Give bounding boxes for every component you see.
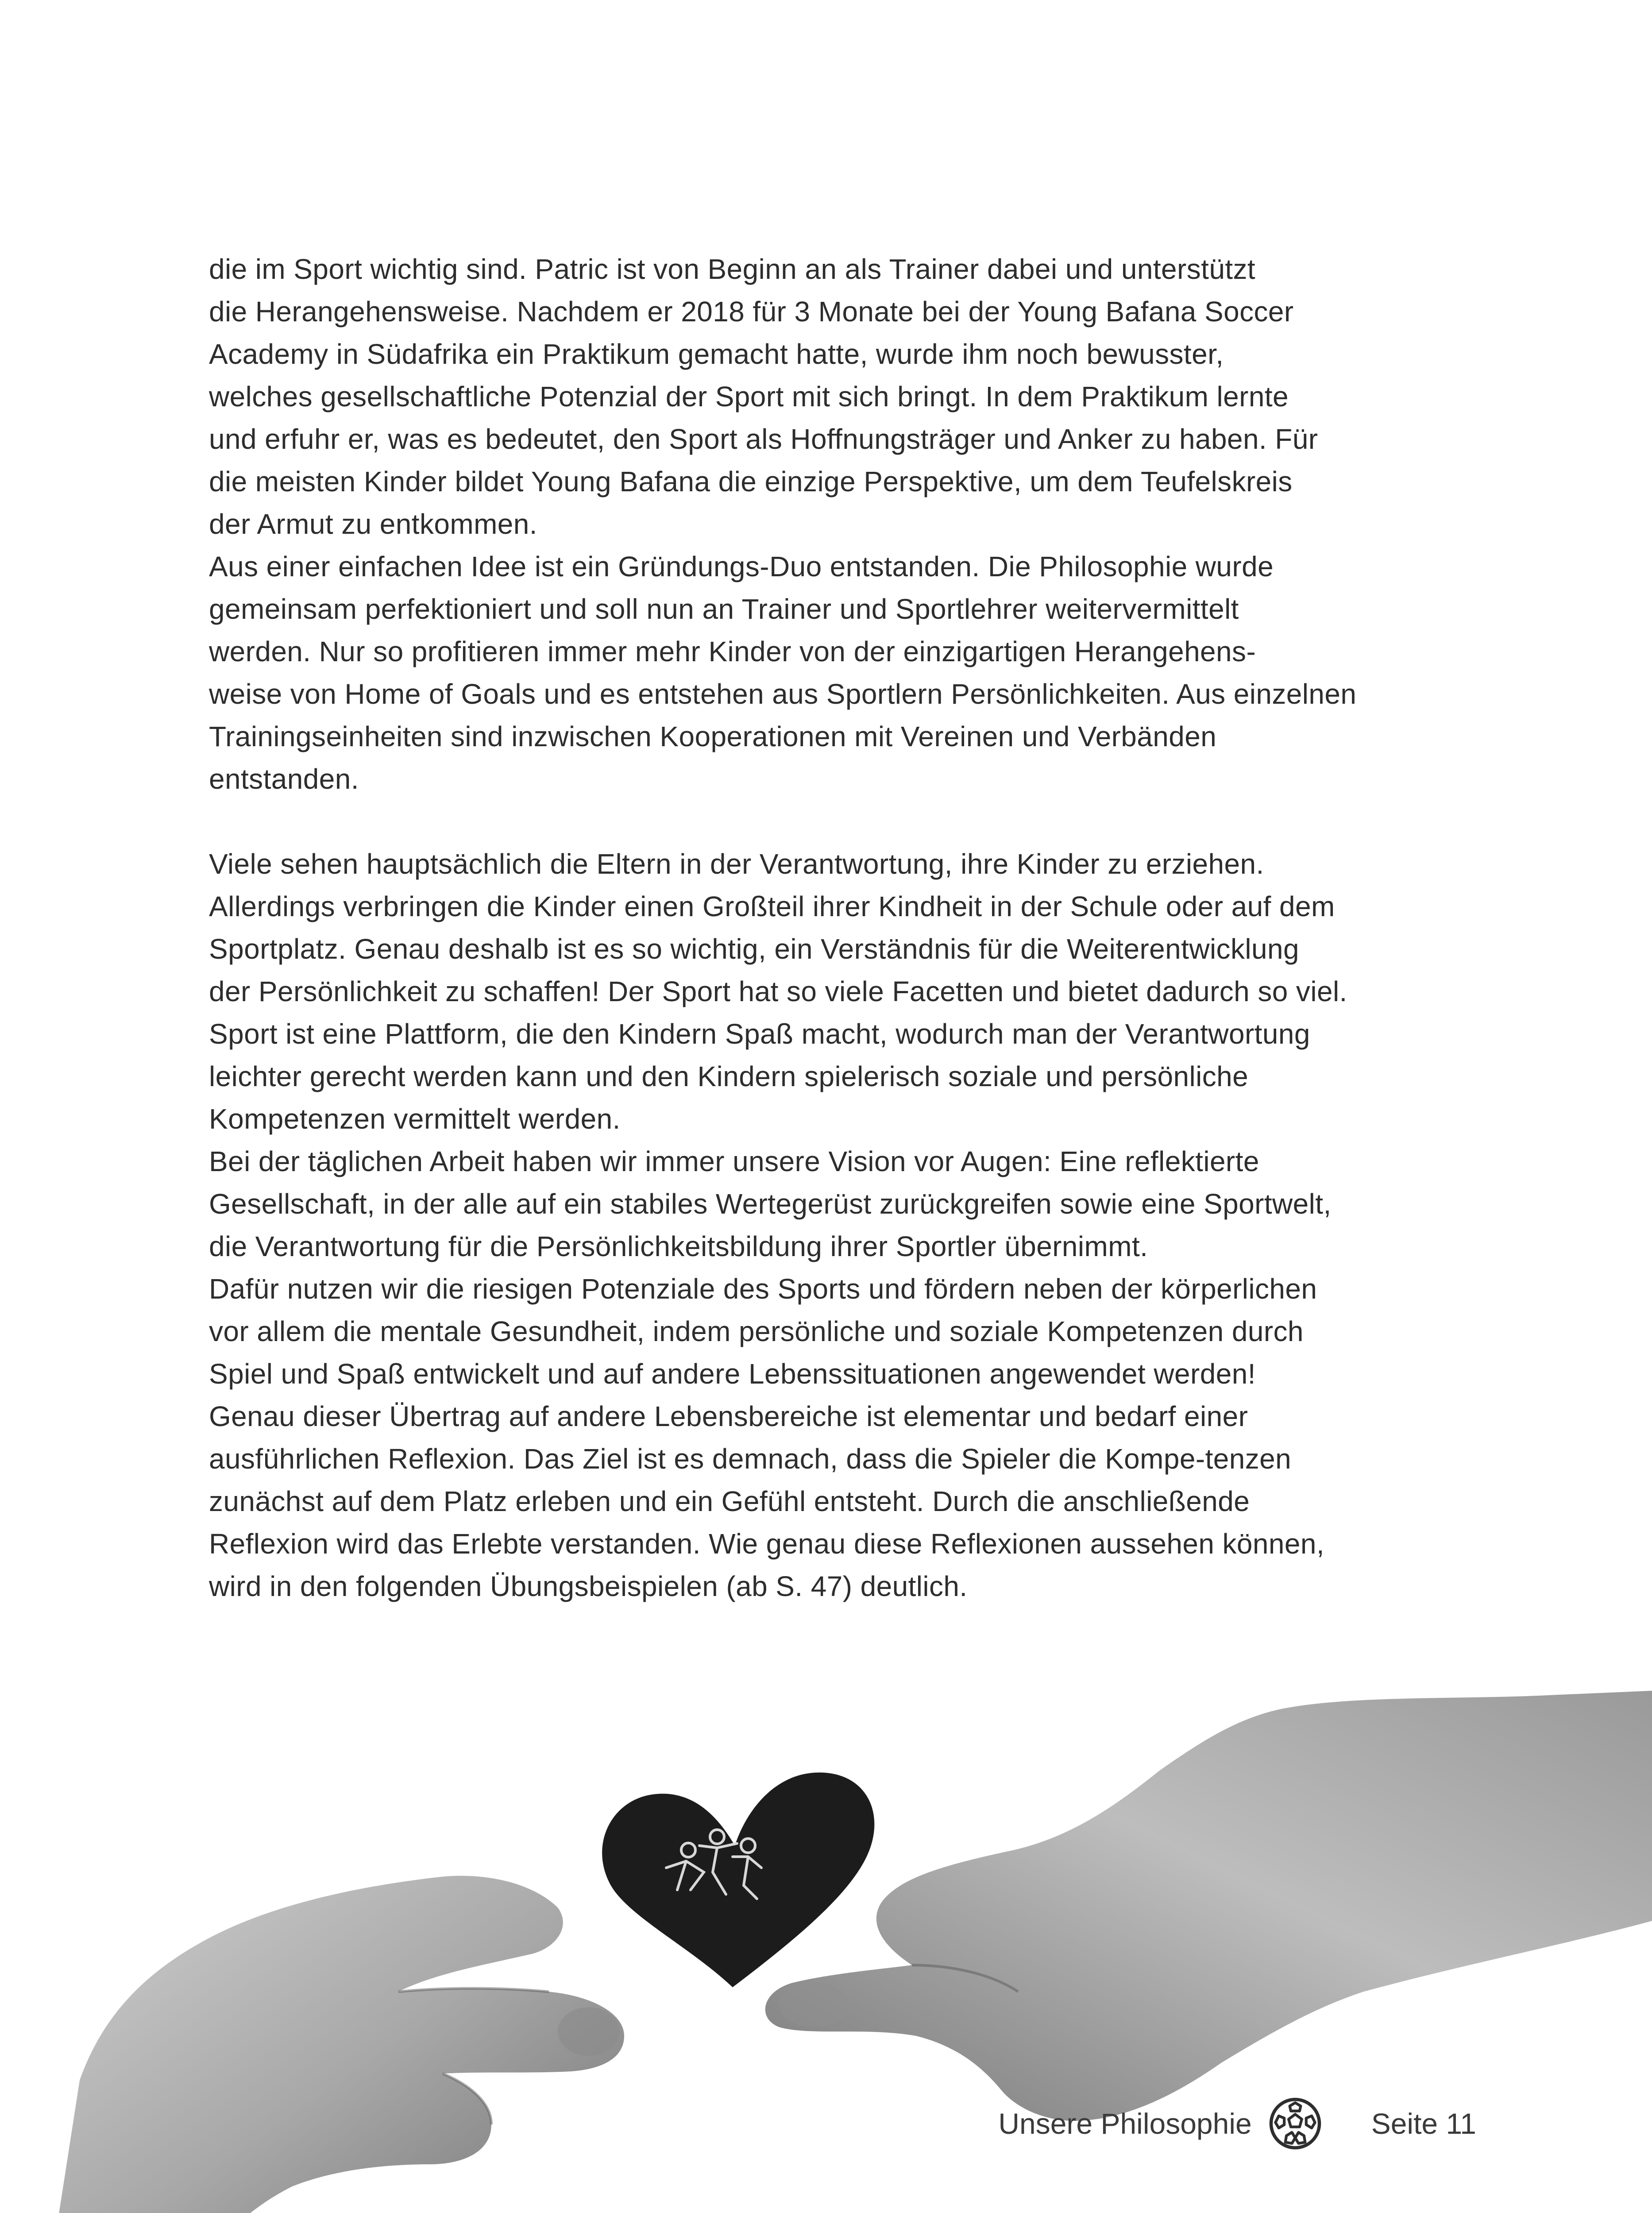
text-line: Spiel und Spaß entwickelt und auf andere Lebenssituationen angewendet werden! xyxy=(209,1358,1256,1390)
text-line: Genau dieser Übertrag auf andere Lebensbereiche ist elementar und bedarf einer xyxy=(209,1400,1248,1432)
body-text xyxy=(209,248,1493,1608)
text-line: weise von Home of Goals und es entstehen aus Sportlern Persönlichkeiten. Aus einzelnen xyxy=(209,678,1357,710)
text-line: die im Sport wichtig sind. Patric ist von Beginn an als Trainer dabei und unterstützt xyxy=(209,253,1256,285)
text-line: werden. Nur so profitieren immer mehr Kinder von der einzigartigen Herangehens- xyxy=(209,636,1256,667)
text-line: zunächst auf dem Platz erleben und ein Gefühl entsteht. Durch die anschließende xyxy=(209,1485,1250,1517)
text-line: Dafür nutzen wir die riesigen Potenziale des Sports und fördern neben der körperlichen xyxy=(209,1273,1317,1305)
text-line: Kompetenzen vermittelt werden. xyxy=(209,1103,621,1135)
text-line: gemeinsam perfektioniert und soll nun an Trainer und Sportlehrer weitervermittelt xyxy=(209,593,1239,625)
text-line: Gesellschaft, in der alle auf ein stabiles Wertegerüst zurückgreifen sowie eine Sportwelt, xyxy=(209,1188,1332,1220)
text-line: Reflexion wird das Erlebte verstanden. Wie genau diese Reflexionen aussehen können, xyxy=(209,1528,1325,1560)
text-line: Academy in Südafrika ein Praktikum gemacht hatte, wurde ihm noch bewusster, xyxy=(209,338,1224,370)
text-line: wird in den folgenden Übungsbeispielen (ab S. 47) deutlich. xyxy=(209,1570,968,1602)
text-line: ausführlichen Reflexion. Das Ziel ist es demnach, dass die Spieler die Kompe-tenzen xyxy=(209,1443,1292,1475)
text-line: und erfuhr er, was es bedeutet, den Sport als Hoffnungsträger und Anker zu haben. Für xyxy=(209,423,1318,455)
text-line: der Persönlichkeit zu schaffen! Der Sport hat so viele Facetten und bietet dadurch so viel. xyxy=(209,975,1347,1007)
text-line: die meisten Kinder bildet Young Bafana die einzige Perspektive, um dem Teufelskreis xyxy=(209,466,1293,497)
text-line: Sportplatz. Genau deshalb ist es so wichtig, ein Verständnis für die Weiterentwicklung xyxy=(209,933,1299,965)
text-line: vor allem die mentale Gesundheit, indem persönliche und soziale Kompetenzen durch xyxy=(209,1315,1304,1347)
text-line: Aus einer einfachen Idee ist ein Gründungs-Duo entstanden. Die Philosophie wurde xyxy=(209,551,1274,582)
text-line: Sport ist eine Plattform, die den Kindern Spaß macht, wodurch man der Verantwortung xyxy=(209,1018,1310,1050)
text-line: welches gesellschaftliche Potenzial der Sport mit sich bringt. In dem Praktikum lernte xyxy=(209,381,1289,413)
text-line: Bei der täglichen Arbeit haben wir immer unsere Vision vor Augen: Eine reflektierte xyxy=(209,1145,1259,1177)
section-title: Unsere Philosophie xyxy=(998,2107,1252,2140)
text-line: die Herangehensweise. Nachdem er 2018 für 3 Monate bei der Young Bafana Soccer xyxy=(209,296,1294,328)
text-line: leichter gerecht werden kann und den Kindern spielerisch soziale und persönliche xyxy=(209,1060,1249,1092)
text-line: Allerdings verbringen die Kinder einen Großteil ihrer Kindheit in der Schule oder auf dem xyxy=(209,891,1335,922)
page-footer xyxy=(974,2093,1476,2155)
paragraph-1 xyxy=(209,248,1493,800)
paragraph-2 xyxy=(209,843,1493,1608)
text-line: entstanden. xyxy=(209,763,359,795)
text-line: die Verantwortung für die Persönlichkeitsbildung ihrer Sportler übernimmt. xyxy=(209,1230,1148,1262)
text-line: Trainingseinheiten sind inzwischen Kooperationen mit Vereinen und Verbänden xyxy=(209,721,1217,752)
text-line: der Armut zu entkommen. xyxy=(209,508,537,540)
soccer-ball-icon xyxy=(1268,2096,1323,2151)
paragraph-spacer xyxy=(209,800,1493,843)
page-number: Seite 11 xyxy=(1371,2107,1476,2140)
text-line: Viele sehen hauptsächlich die Eltern in der Verantwortung, ihre Kinder zu erziehen. xyxy=(209,848,1264,880)
